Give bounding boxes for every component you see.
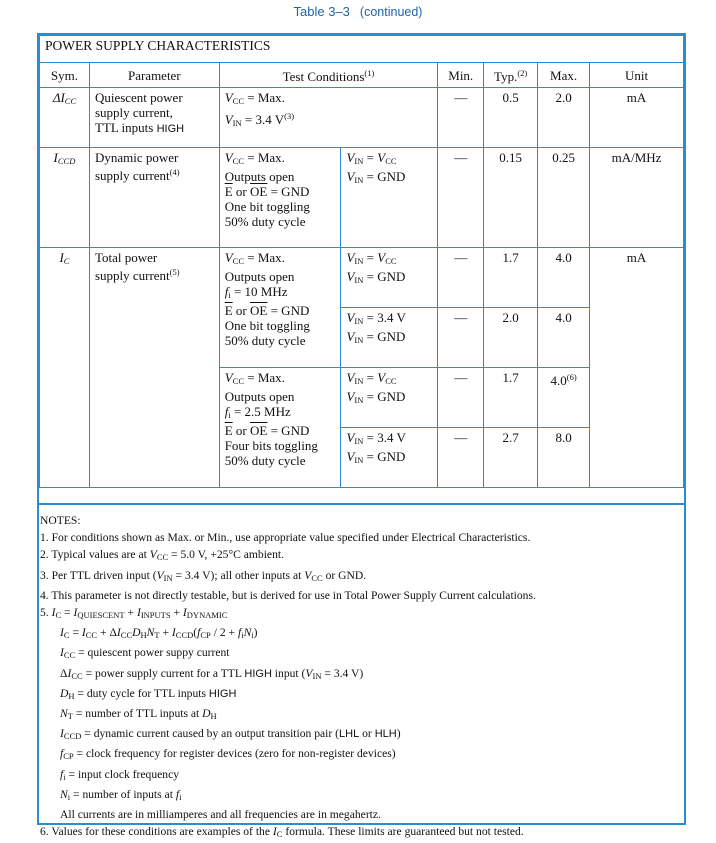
notes xyxy=(40,512,680,843)
max-ic-1b: 4.0 xyxy=(538,308,590,368)
max-ic-2b: 8.0 xyxy=(538,428,590,488)
max-ic-1a: 4.0 xyxy=(538,248,590,308)
note-5-fi: $f_i$ = input clock frequency xyxy=(60,767,180,782)
note-5-ni: $N_i$ = number of inputs at $f_i$ xyxy=(60,787,182,802)
sym-ic: $I_C$ xyxy=(40,248,90,488)
cond-a-ic-10mhz: $V_{CC}$ = Max. Outputs open $f_i = 10$ MHz $\overline{E}$ or $\overline{OE}$ = GND One bit toggling 50% duty cycle xyxy=(219,248,341,368)
param-ttl-inputs-high: TTL inputs HIGH xyxy=(94,120,185,135)
unit-ic: mA xyxy=(590,248,684,488)
note-5-icc: $I_{CC}$ = quiescent power suppy current xyxy=(60,646,230,661)
min-iccd: — xyxy=(438,148,484,248)
table-caption xyxy=(0,4,716,19)
note-5-units: All currents are in milliamperes and all frequencies are in megahertz. xyxy=(60,808,381,822)
table-caption-title: Table 3–3 xyxy=(293,4,350,19)
param-ic: Total power supply current$^{(5)}$ xyxy=(89,248,219,488)
sym-delta-icc: $\Delta I_{CC}$ xyxy=(40,88,90,148)
header-test-conditions-label: Test Conditions xyxy=(282,69,365,84)
table-row-iccd xyxy=(40,148,684,248)
param-iccd: Dynamic power supply current$^{(4)}$ xyxy=(89,148,219,248)
typ-ic-1a: 1.7 xyxy=(484,248,538,308)
note-6: 6. Values for these conditions are examples of the $I_C$ formula. These limits are guaranteed but not tested. xyxy=(40,825,524,840)
cond-a-iccd: $V_{CC}$ = Max. Outputs open $\overline{E}$ or $\overline{OE}$ = GND One bit toggling 50% duty cycle xyxy=(219,148,341,248)
note-1: 1. For conditions shown as Max. or Min., use appropriate value specified under Electrical Characteristics. xyxy=(40,531,531,545)
note-5-nt: $N_T$ = number of TTL inputs at $D_H$ xyxy=(60,707,217,722)
cond-b-ic-2a: $V_{IN} = V_{CC}$ $V_{IN}$ = GND xyxy=(341,368,438,428)
section-title: POWER SUPPLY CHARACTERISTICS xyxy=(40,36,684,63)
note-5-iccd: $I_{CCD}$ = dynamic current caused by an output transition pair (LHL or HLH) xyxy=(60,727,401,742)
note-5-dh: $D_H$ = duty cycle for TTL inputs HIGH xyxy=(60,686,237,701)
typ-delta-icc: 0.5 xyxy=(484,88,538,148)
header-sym: Sym. xyxy=(40,63,90,88)
min-ic-1b: — xyxy=(438,308,484,368)
min-delta-icc: — xyxy=(438,88,484,148)
param-delta-icc: Quiescent power supply current, TTL inputs HIGH xyxy=(89,88,219,148)
header-typ xyxy=(484,63,538,88)
table-row-ic-1a xyxy=(40,248,684,308)
table-row-delta-icc xyxy=(40,88,684,148)
cond-b-ic-1a: $V_{IN} = V_{CC}$ $V_{IN}$ = GND xyxy=(341,248,438,308)
header-test-conditions-note: (1) xyxy=(364,68,375,78)
notes-separator xyxy=(39,503,684,505)
note-5-fcp: $f_{CP}$ = clock frequency for register devices (zero for non-register devices) xyxy=(60,747,396,762)
header-test-conditions xyxy=(219,63,438,88)
cond-delta-icc: $V_{CC}$ = Max. $V_{IN} = 3.4$ $V^{(3)}$ xyxy=(219,88,438,148)
header-parameter: Parameter xyxy=(89,63,219,88)
min-ic-1a: — xyxy=(438,248,484,308)
header-max: Max. xyxy=(538,63,590,88)
header-typ-note: (2) xyxy=(517,68,528,78)
header-row xyxy=(40,63,684,88)
cond-b-ic-2b: $V_{IN} = 3.4$ V $V_{IN}$ = GND xyxy=(341,428,438,488)
typ-iccd: 0.15 xyxy=(484,148,538,248)
power-supply-table xyxy=(39,35,684,488)
note-3: 3. Per TTL driven input ($V_{IN} = 3.4$ V); all other inputs at $V_{CC}$ or GND. xyxy=(40,568,367,583)
unit-iccd: mA/MHz xyxy=(590,148,684,248)
sym-iccd: $I_{CCD}$ xyxy=(40,148,90,248)
max-iccd: 0.25 xyxy=(538,148,590,248)
cond-a-ic-2-5mhz: $V_{CC}$ = Max. Outputs open $f_i = 2.5$ MHz $\overline{E}$ or $\overline{OE}$ = GND Four bits toggling 50% duty cycle xyxy=(219,368,341,488)
table-caption-continued: (continued) xyxy=(359,5,423,19)
header-typ-label: Typ. xyxy=(494,69,518,84)
note-5: 5. $I_C = I_{QUIESCENT} + I_{INPUTS} + I_{DYNAMIC}$ xyxy=(40,606,228,621)
cond-b-ic-1b: $V_{IN} = 3.4$ V $V_{IN}$ = GND xyxy=(341,308,438,368)
header-unit: Unit xyxy=(590,63,684,88)
cond-b-iccd: $V_{IN} = V_{CC}$ $V_{IN}$ = GND xyxy=(341,148,438,248)
note-2: 2. Typical values are at $V_{CC} = 5.0$ V, +25°C ambient. xyxy=(40,548,284,563)
unit-delta-icc: mA xyxy=(590,88,684,148)
note-5-delta-icc: $\Delta I_{CC}$ = power supply current for a TTL HIGH input ($V_{IN} = 3.4$ V) xyxy=(60,666,364,681)
min-ic-2a: — xyxy=(438,368,484,428)
note-4: 4. This parameter is not directly testable, but is derived for use in Total Power Supply Current calculations. xyxy=(40,588,536,602)
note-5-formula: $I_C = I_{CC} + \Delta I_{CC}D_HN_T + I_{CCD}(f_{CP} / 2 + f_iN_i)$ xyxy=(60,626,258,641)
typ-ic-2a: 1.7 xyxy=(484,368,538,428)
min-ic-2b: — xyxy=(438,428,484,488)
notes-heading: NOTES: xyxy=(40,514,81,527)
header-min: Min. xyxy=(438,63,484,88)
max-delta-icc: 2.0 xyxy=(538,88,590,148)
typ-ic-1b: 2.0 xyxy=(484,308,538,368)
typ-ic-2b: 2.7 xyxy=(484,428,538,488)
max-ic-2a: 4.0$^{(6)}$ xyxy=(538,368,590,428)
